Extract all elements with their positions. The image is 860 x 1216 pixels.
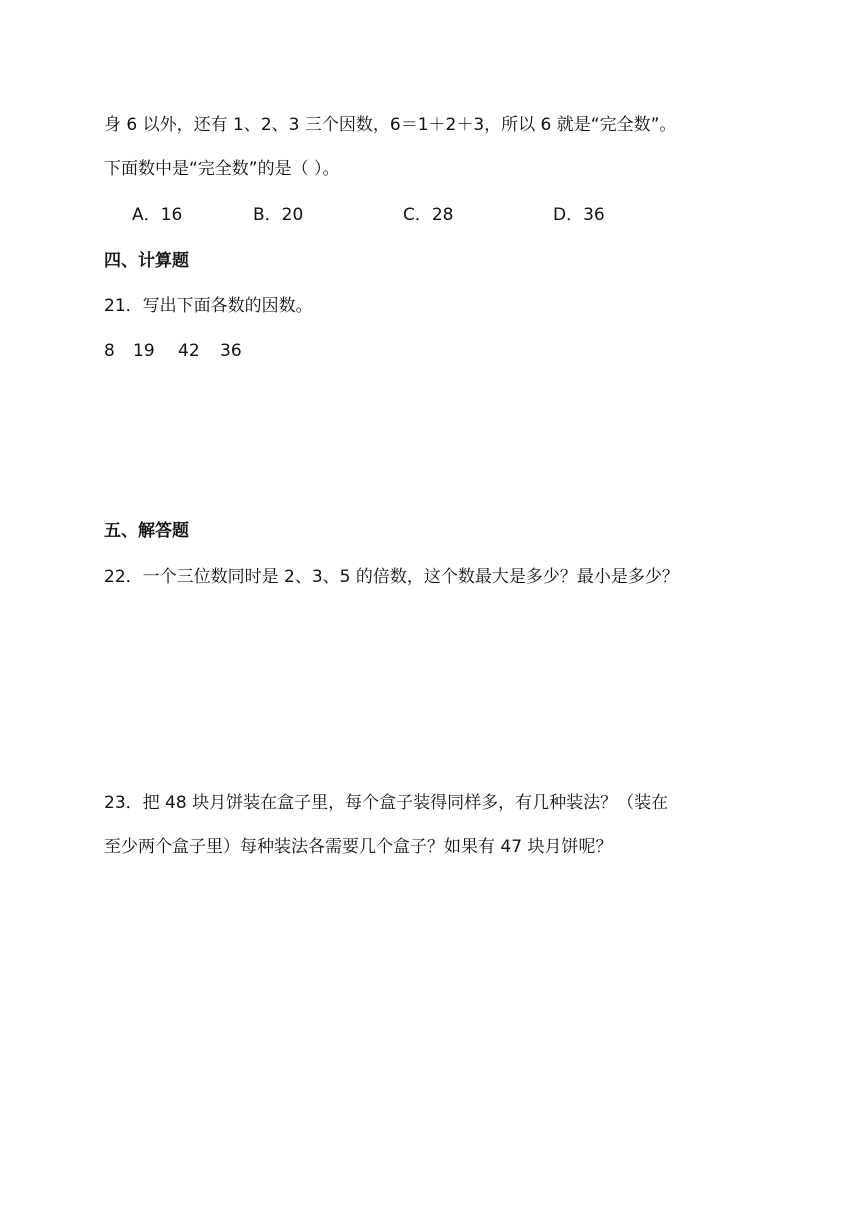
q23-text-line-1: 23．把 48 块月饼装在盒子里，每个盒子装得同样多，有几种装法？（装在 [104, 793, 669, 813]
number-item: 42 [178, 341, 200, 361]
section-4-heading: 四、计算题 [104, 251, 189, 271]
q22-prompt: 22．一个三位数同时是 2、3、5 的倍数，这个数最大是多少？最小是多少？ [104, 567, 679, 587]
option-c: C．28 [403, 205, 454, 225]
number-item: 36 [220, 341, 242, 361]
q20-text-line-2: 下面数中是“完全数”的是（ ）。 [104, 159, 340, 179]
number-item: 19 [133, 341, 155, 361]
section-5-heading: 五、解答题 [104, 521, 189, 541]
q20-options [0, 204, 860, 228]
option-b: B．20 [253, 205, 304, 225]
q23-text-line-2: 至少两个盒子里）每种装法各需要几个盒子？如果有 47 块月饼呢？ [104, 837, 613, 857]
option-d: D．36 [553, 205, 605, 225]
option-a: A．16 [132, 205, 183, 225]
q20-text-line-1: 身 6 以外，还有 1、2、3 三个因数，6＝1＋2＋3，所以 6 就是“完全数”。 [104, 115, 677, 135]
number-item: 8 [104, 341, 115, 361]
q21-prompt: 21．写出下面各数的因数。 [104, 296, 313, 316]
